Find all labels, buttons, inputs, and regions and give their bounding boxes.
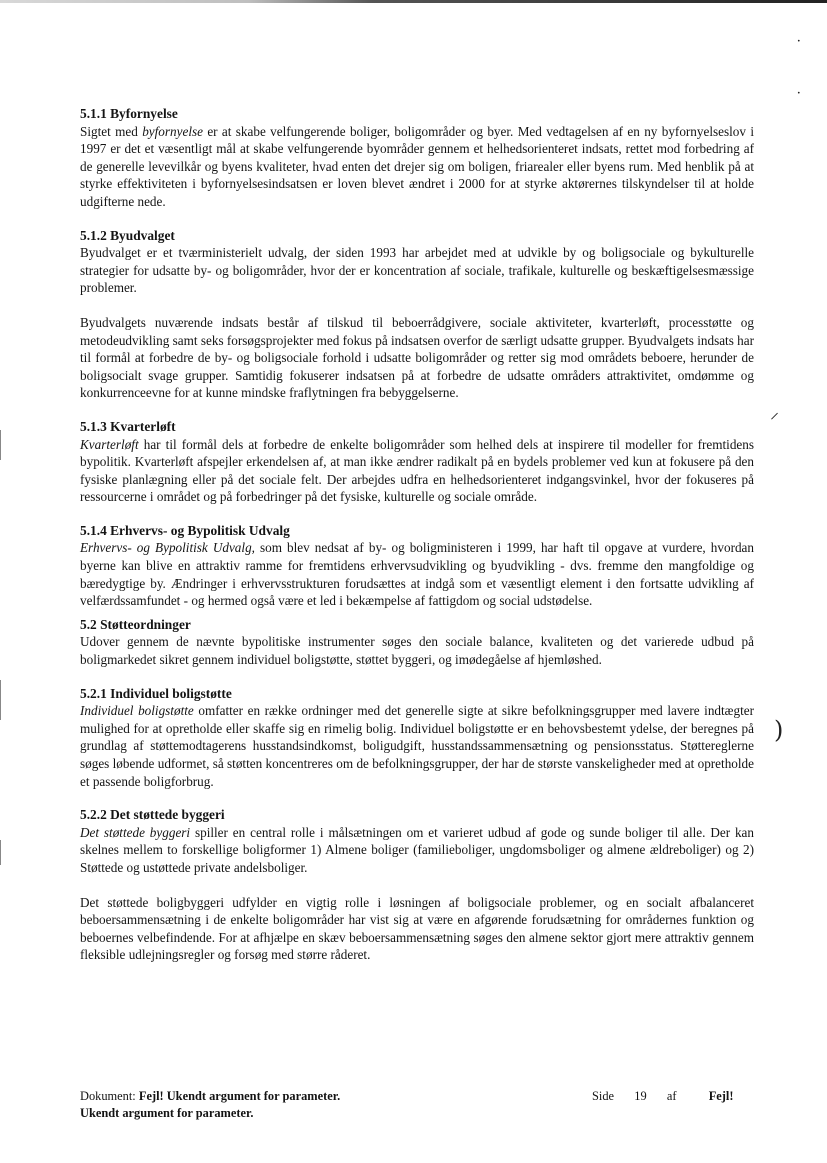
binder-mark bbox=[0, 840, 1, 865]
top-edge-rule bbox=[0, 0, 827, 3]
footer-page-label: Side bbox=[592, 1089, 615, 1103]
section-heading: 5.2.1 Individuel boligstøtte bbox=[80, 685, 232, 701]
body-paragraph bbox=[80, 539, 754, 609]
section-heading: 5.1.1 Byfornyelse bbox=[80, 106, 178, 121]
footer-page-number: 19 bbox=[634, 1089, 647, 1103]
text-run: Sigtet med bbox=[80, 123, 143, 139]
scan-mark: ) bbox=[774, 716, 784, 744]
footer-page-info bbox=[592, 1088, 733, 1105]
body-paragraph bbox=[80, 123, 754, 211]
document-section bbox=[80, 806, 754, 964]
text-run: Byudvalgets nuværende indsats består af tilskud til beboerrådgivere, sociale aktiviteter, kvarterløft, processtøtte og metodeudvikling samt seks forsøgsprojekter med fokus på indsatsen overfor de særligt udsatte grupper. Byudvalgets indsats har til formål at forbedre de by- og boligsociale forhold i udsatte boligområder og retter sig mod områdets beboere, herunder de boligsocialt svage grupper. Samtidig fokuserer indsatsen på at forbedre de udsatte områders attraktivitet, omdømme og konkurrenceevne for at kunne mindske fraflytningen fra bebyggelserne. bbox=[80, 314, 754, 401]
italic-term: byfornyelse bbox=[142, 123, 203, 139]
document-section bbox=[80, 105, 754, 211]
section-heading: 5.2 Støtteordninger bbox=[80, 616, 191, 632]
footer-of-label: af bbox=[666, 1089, 677, 1103]
text-run: Byudvalget er et tværministerielt udvalg, der siden 1993 har arbejdet med at udvikle by og boligsociale og bykulturelle strategier for udsatte by- og boligområder, hvor der er koncentration af sociale, trafikale, kulturelle og beskæftigelsesmæssige problemer. bbox=[80, 245, 754, 296]
document-section bbox=[80, 418, 754, 506]
scan-mark: ⸝ bbox=[770, 402, 779, 423]
footer-doc-label: Dokument: bbox=[80, 1089, 136, 1103]
binder-mark bbox=[0, 430, 1, 460]
text-run: spiller en central rolle i målsætningen om et varieret udbud af gode og sunde boliger til alle. Der kan skelnes mellem to forskellige boligformer 1) Almene boliger (familieboliger, ungdomsboliger og almene ældreboliger) og 2) Støttede og ustøttede private andelsboliger. bbox=[80, 824, 754, 875]
document-section bbox=[80, 522, 754, 610]
section-heading: 5.1.3 Kvarterløft bbox=[80, 418, 176, 434]
italic-term: Kvarterløft bbox=[80, 436, 139, 452]
text-run: Udover gennem de nævnte bypolitiske instrumenter søges den sociale balance, kvaliteten og det varierede udbud på boligmarkedet sikret gennem individuel boligstøtte, støttet byggeri, og imødegåelse af hjemløshed. bbox=[80, 634, 754, 668]
section-heading: 5.1.2 Byudvalget bbox=[80, 227, 175, 243]
text-run: som blev nedsat af by- og boligministeren i 1999, har haft til opgave at vurdere, hvordan byerne kan blive en attraktiv ramme for fremtidens erhvervsudvikling og byudvikling - dvs. fremme den mangfoldige og bæredygtige by. Ændringer i erhvervsstrukturen forudsættes at indgå som et væsentligt element i den fortsatte udvikling af velfærdssamfundet - og hermed også være et led i bekæmpelse af fattigdom og social udstødelse. bbox=[80, 540, 754, 609]
body-paragraph bbox=[80, 824, 754, 877]
footer-doc-error: Fejl! Ukendt argument for parameter. bbox=[138, 1089, 341, 1103]
body-paragraph bbox=[80, 702, 754, 790]
text-run: omfatter en række ordninger med det generelle sigte at sikre befolkningsgrupper med lavere indtægter mulighed for at opretholde eller skaffe sig en rimelig bolig. Individuel boligstøtte er en behovsbestemt ydelse, der beregnes på grundlag af støttemodtagerens husstandsindkomst, boligudgift, husstandssammensætning og pensionsstatus. Støttereglerne søges løbende udformet, så støtten koncentreres om de befolkningsgrupper, der har de største vanskeligheder med at opretholde et passende boligforbrug. bbox=[80, 703, 754, 789]
binder-mark bbox=[0, 680, 1, 720]
document-body bbox=[80, 105, 754, 980]
body-paragraph bbox=[80, 436, 754, 506]
document-section bbox=[80, 616, 754, 669]
footer-total-error: Fejl! bbox=[708, 1089, 734, 1103]
footer-document-info bbox=[80, 1088, 400, 1122]
scan-dot: • bbox=[797, 38, 801, 45]
body-paragraph bbox=[80, 314, 754, 402]
document-section bbox=[80, 685, 754, 791]
footer-doc-error-continued: Ukendt argument for parameter. bbox=[80, 1106, 254, 1120]
scan-dot: • bbox=[797, 90, 801, 97]
italic-term: Erhvervs- og Bypolitisk Udvalg, bbox=[80, 540, 255, 556]
section-heading: 5.2.2 Det støttede byggeri bbox=[80, 807, 225, 823]
document-section bbox=[80, 227, 754, 402]
body-paragraph bbox=[80, 244, 754, 297]
body-paragraph bbox=[80, 894, 754, 964]
text-run: Det støttede boligbyggeri udfylder en vigtig rolle i løsningen af boligsociale problemer, og en socialt afbalanceret beboersammensætning i de enkelte boligområder har vist sig at være en afgørende forudsætning for områdernes funktion og beboernes velbefindende. For at afhjælpe en skæv beboersammensætning søges den almene sektor gjort mere attraktiv gennem fleksible udlejningsregler og forsøg med større råderet. bbox=[80, 894, 754, 963]
italic-term: Det støttede byggeri bbox=[80, 824, 191, 840]
text-run: har til formål dels at forbedre de enkelte boligområder som helhed dels at inspirere til modeller for fremtidens bypolitik. Kvarterløft afspejler erkendelsen af, at man ikke ændrer radikalt på en bydels problemer ved kun at fokusere på den fysiske planlægning eller på det sociale felt. Der arbejdes udfra en helhedsorienteret indgangsvinkel, hvor der fokuseres på ressourcerne i området og på forbedringer på det fysiske, kulturelle og sociale område. bbox=[80, 436, 754, 505]
section-heading: 5.1.4 Erhvervs- og Bypolitisk Udvalg bbox=[80, 522, 290, 538]
text-run: er at skabe velfungerende boliger, boligområder og byer. Med vedtagelsen af en ny byfornyelseslov i 1997 er det et væsentligt mål at skabe velfungerende byområder gennem et helhedsorienteret indsats, rettet mod forbedring af de generelle levevilkår og byens kvaliteter, hvad enten det drejer sig om boligen, friarealer eller byens rum. Med henblik på at styrke effektiviteten i byfornyelsesindsatsen er loven blevet ændret i 2000 for at styrke aktørernes tilskyndelser til at holde udgifterne nede. bbox=[80, 123, 754, 209]
italic-term: Individuel boligstøtte bbox=[80, 703, 194, 719]
body-paragraph bbox=[80, 633, 754, 668]
